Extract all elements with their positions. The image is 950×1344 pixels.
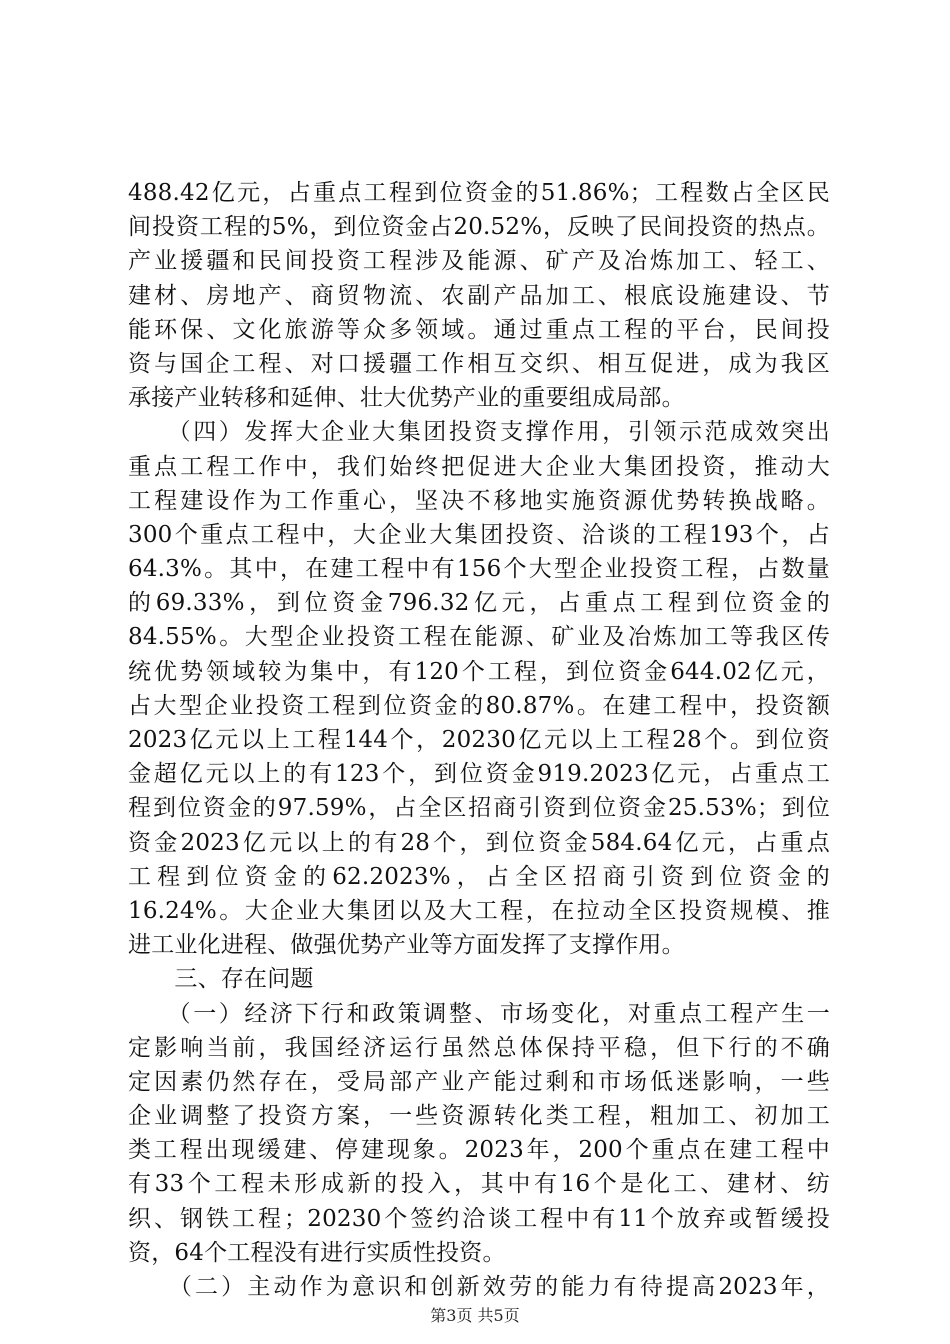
text-line: 重点工程工作中，我们始终把促进大企业大集团投资，推动大 [128, 453, 830, 480]
text-line: 资金2023亿元以上的有28个，到位资金584.64亿元，占重点 [128, 829, 830, 856]
text-line: 金超亿元以上的有123个，到位资金919.2023亿元，占重点工 [128, 761, 830, 788]
text-line: 进工业化进程、做强优势产业等方面发挥了支撑作用。 [128, 932, 685, 959]
text-line: 类工程出现缓建、停建现象。2023年，200个重点在建工程中 [128, 1137, 830, 1164]
page-footer: 第3页 共5页 [430, 1306, 520, 1325]
text-line: 16.24%。大企业大集团以及大工程，在拉动全区投资规模、推 [128, 897, 830, 924]
text-line: 间投资工程的5%，到位资金占20.52%，反映了民间投资的热点。 [128, 214, 830, 241]
text-line: 定因素仍然存在，受局部产业产能过剩和市场低迷影响，一些 [128, 1068, 830, 1095]
text-line: 建材、房地产、商贸物流、农副产品加工、根底设施建设、节 [128, 282, 830, 309]
text-line: 能环保、文化旅游等众多领域。通过重点工程的平台，民间投 [128, 316, 830, 343]
text-line: 84.55%。大型企业投资工程在能源、矿业及冶炼加工等我区传 [128, 624, 830, 651]
section-heading-line: （一）经济下行和政策调整、市场变化，对重点工程产生一 [128, 1000, 830, 1027]
text-line: 统优势领域较为集中，有120个工程，到位资金644.02亿元， [128, 658, 830, 685]
section-heading: 三、存在问题 [128, 966, 314, 993]
section-heading-line: （二）主动作为意识和创新效劳的能力有待提高2023年， [128, 1274, 830, 1300]
text-line: 488.42亿元，占重点工程到位资金的51.86%；工程数占全区民 [128, 180, 830, 206]
text-line: 300个重点工程中，大企业大集团投资、洽谈的工程193个，占 [128, 521, 830, 548]
text-line: 程到位资金的97.59%，占全区招商引资到位资金25.53%；到位 [128, 795, 830, 822]
body-text [128, 176, 830, 1304]
section-heading-line: （四）发挥大企业大集团投资支撑作用，引领示范成效突出 [128, 419, 830, 446]
text-line: 资，64个工程没有进行实质性投资。 [128, 1239, 506, 1266]
text-line: 承接产业转移和延伸、壮大优势产业的重要组成局部。 [128, 385, 685, 412]
text-line: 占大型企业投资工程到位资金的80.87%。在建工程中，投资额 [128, 692, 830, 719]
text-line: 有33个工程未形成新的投入，其中有16个是化工、建材、纺 [128, 1171, 830, 1198]
text-line: 工程建设作为工作重心，坚决不移地实施资源优势转换战略。 [128, 487, 830, 514]
text-line: 资与国企工程、对口援疆工作相互交织、相互促进，成为我区 [128, 350, 830, 377]
text-line: 2023亿元以上工程144个，20230亿元以上工程28个。到位资 [128, 727, 830, 753]
text-line: 织、钢铁工程；20230个签约洽谈工程中有11个放弃或暂缓投 [128, 1205, 830, 1232]
text-line: 的69.33%，到位资金796.32亿元，占重点工程到位资金的 [128, 590, 830, 617]
text-line: 定影响当前，我国经济运行虽然总体保持平稳，但下行的不确 [128, 1034, 830, 1061]
text-line: 工程到位资金的62.2023%，占全区招商引资到位资金的 [128, 863, 830, 890]
text-line: 产业援疆和民间投资工程涉及能源、矿产及冶炼加工、轻工、 [128, 248, 830, 275]
text-line: 企业调整了投资方案，一些资源转化类工程，粗加工、初加工 [128, 1103, 830, 1130]
text-line: 64.3%。其中，在建工程中有156个大型企业投资工程，占数量 [128, 556, 830, 583]
